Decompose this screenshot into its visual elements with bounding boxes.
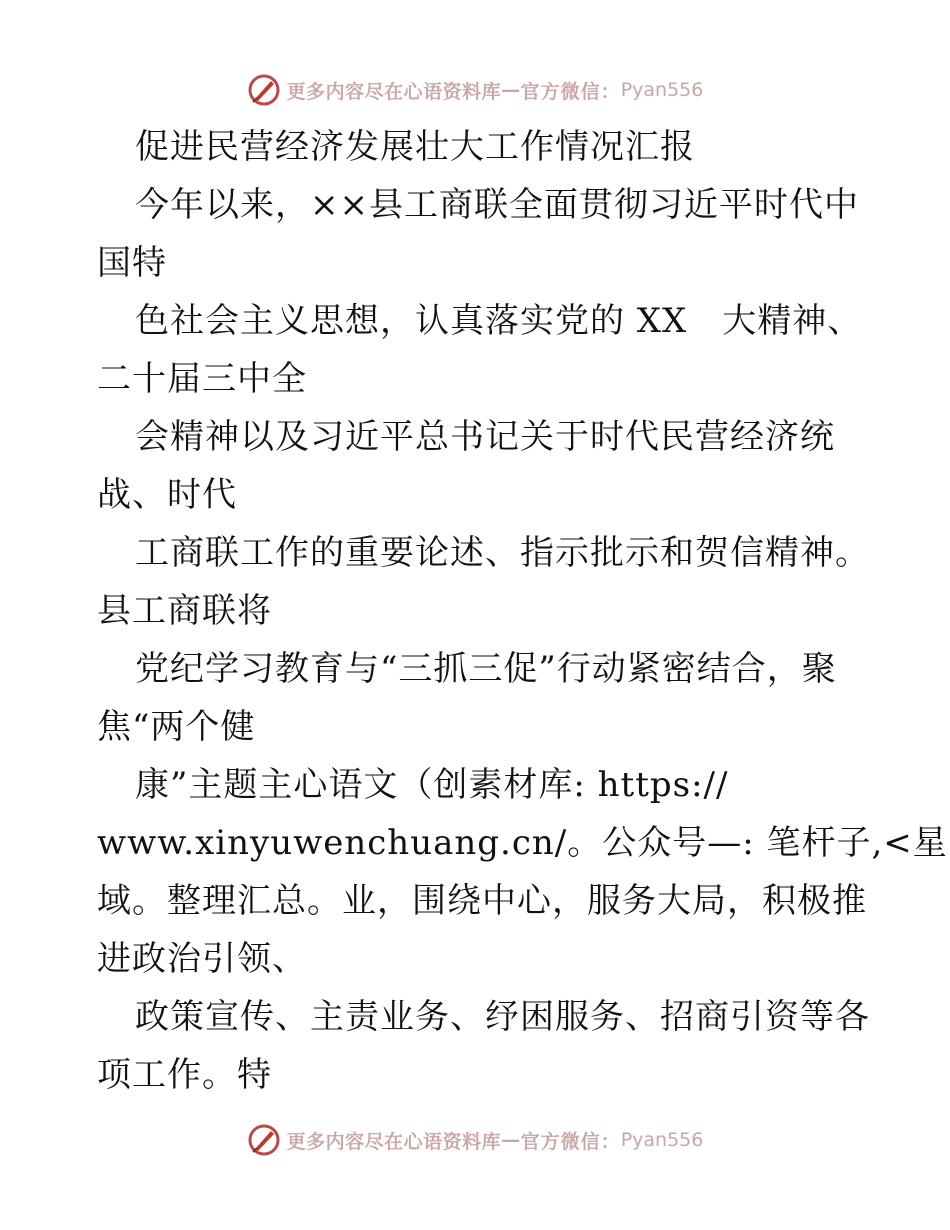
- watermark-separator: —: [501, 1129, 521, 1151]
- text-line: 今年以来，××县工商联全面贯彻习近平时代中: [135, 185, 859, 225]
- watermark-wechat-id: Pyan556: [620, 1129, 704, 1151]
- quill-seal-icon: [247, 73, 281, 107]
- text-line: 康”主题主心语文（创素材库: https://: [135, 765, 729, 805]
- text-line: www.xinyuwenchuang.cn/。公众号—: 笔杆子,<星: [97, 823, 948, 863]
- text-line: 焦“两个健: [97, 707, 256, 747]
- watermark-brand: 更多内容尽在心语资料库: [286, 1130, 502, 1153]
- text-line: 国特: [97, 243, 167, 283]
- watermark-wechat-id: Pyan556: [620, 79, 704, 101]
- text-line: 工商联工作的重要论述、指示批示和贺信精神。: [135, 533, 870, 573]
- document-body: [97, 118, 948, 1104]
- watermark-separator: —: [501, 79, 521, 101]
- footer-watermark: [0, 1120, 950, 1160]
- header-watermark: [0, 70, 950, 110]
- text-line: 县工商联将: [97, 591, 272, 631]
- quill-seal-icon: [247, 1123, 281, 1157]
- text-line: 进政治引领、: [97, 939, 307, 979]
- text-line: 二十届三中全: [97, 359, 307, 399]
- watermark-wechat-label: 官方微信：: [520, 80, 621, 103]
- text-line: 战、时代: [97, 475, 237, 515]
- text-line: 项工作。特: [97, 1055, 272, 1095]
- watermark-wechat-label: 官方微信：: [520, 1130, 621, 1153]
- document-title: 促进民营经济发展壮大工作情况汇报: [135, 127, 695, 167]
- text-line: 色社会主义思想，认真落实党的 XX 大精神、: [135, 301, 863, 341]
- text-line: 政策宣传、主责业务、纾困服务、招商引资等各: [135, 997, 870, 1037]
- text-line: 党纪学习教育与“三抓三促”行动紧密结合，聚: [135, 649, 837, 689]
- text-line: 会精神以及习近平总书记关于时代民营经济统: [135, 417, 835, 457]
- text-line: 域。整理汇总。业，围绕中心，服务大局，积极推: [97, 881, 867, 921]
- watermark-brand: 更多内容尽在心语资料库: [286, 80, 502, 103]
